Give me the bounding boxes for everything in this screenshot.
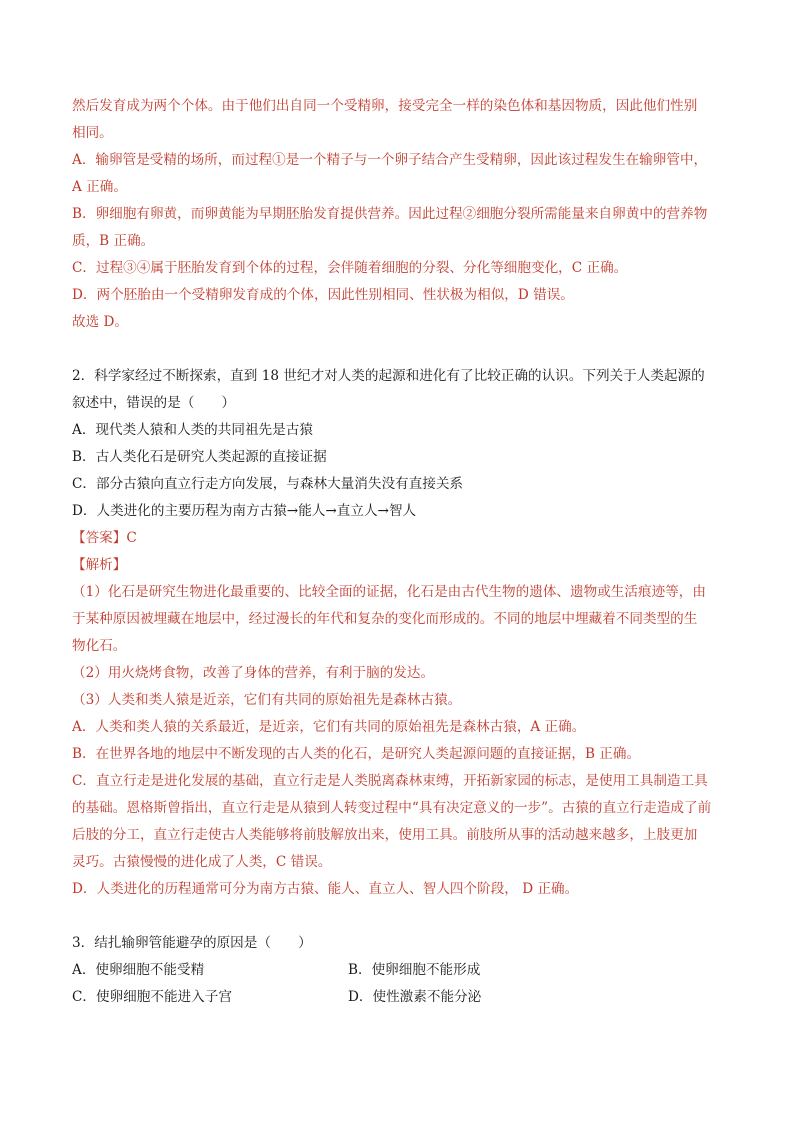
q3-option-b: B．使卵细胞不能形成 (348, 962, 481, 978)
q2-option-b: B．古人类化石是研究人类起源的直接证据 (72, 449, 327, 465)
q2-analysis-p1-line-3: 物化石。 (72, 638, 127, 654)
q2-explain-c-line-3: 后肢的分工，直立行走使古人类能够将前肢解放出来，使用工具。前肢所从事的活动越来越多，上肢更加 (72, 827, 698, 843)
q3-options-row-2 (72, 987, 732, 1007)
q2-option-d: D．人类进化的主要历程为南方古猿→能人→直立人→智人 (72, 503, 417, 519)
q1-explain-b-line-2: 质，B 正确。 (72, 233, 155, 249)
q2-stem-line-1: 2．科学家经过不断探索，直到 18 世纪才对人类的起源和进化有了比较正确的认识。下列关于人类起源的 (72, 368, 705, 384)
q1-intro-line-2: 相同。 (72, 125, 113, 141)
q2-analysis-p1-line-2: 于某种原因被埋藏在地层中，经过漫长的年代和复杂的变化而形成的。不同的地层中埋藏着不同类型的生 (72, 611, 698, 627)
q3-option-a: A．使卵细胞不能受精 (72, 962, 205, 978)
q2-analysis-p2: （2）用火烧烤食物，改善了身体的营养，有利于脑的发达。 (72, 665, 435, 681)
q2-explain-c-line-2: 的基础。恩格斯曾指出，直立行走是从猿到人转变过程中“具有决定意义的一步”。古猿的直立行走造成了前 (72, 800, 712, 816)
q1-intro-line-1: 然后发育成为两个个体。由于他们出自同一个受精卵，接受完全一样的染色体和基因物质，因此他们性别 (72, 98, 698, 114)
q2-explain-c-line-4: 灵巧。古猿慢慢的进化成了人类，C 错误。 (72, 854, 332, 870)
q2-explain-a: A．人类和类人猿的关系最近，是近亲，它们有共同的原始祖先是森林古猿，A 正确。 (72, 719, 586, 735)
q3-option-d: D．使性激素不能分泌 (348, 989, 482, 1005)
q2-explain-b: B．在世界各地的地层中不断发现的古人类的化石，是研究人类起源问题的直接证据，B 正确。 (72, 746, 641, 762)
q2-analysis-p1-line-1: （1）化石是研究生物进化最重要的、比较全面的证据，化石是由古代生物的遗体、遗物或生活痕迹等，由 (72, 584, 706, 600)
q1-explain-c: C．过程③④属于胚胎发育到个体的过程，会伴随着细胞的分裂、分化等细胞变化，C 正确。 (72, 260, 628, 276)
q2-option-c: C．部分古猿向直立行走方向发展，与森林大量消失没有直接关系 (72, 476, 464, 492)
q1-explain-b-line-1: B．卵细胞有卵黄，而卵黄能为早期胚胎发育提供营养。因此过程②细胞分裂所需能量来自卵黄中的营养物 (72, 206, 708, 222)
q2-analysis-p3: （3）人类和类人猿是近亲，它们有共同的原始祖先是森林古猿。 (72, 692, 462, 708)
q2-explain-d: D．人类进化的历程通常可分为南方古猿、能人、直立人、智人四个阶段， D 正确。 (72, 881, 579, 897)
q3-stem: 3．结扎输卵管能避孕的原因是（ ） (72, 935, 312, 951)
q2-explain-c-line-1: C．直立行走是进化发展的基础，直立行走是人类脱离森林束缚，开拓新家园的标志，是使用工具制造工具 (72, 773, 708, 789)
q3-options-row-1 (72, 960, 732, 980)
q1-conclusion: 故选 D。 (72, 314, 129, 330)
q2-analysis-label: 【解析】 (72, 557, 127, 573)
q1-explain-a-line-1: A．输卵管是受精的场所，而过程①是一个精子与一个卵子结合产生受精卵，因此该过程发生在输卵管中， (72, 152, 708, 168)
q2-option-a: A．现代类人猿和人类的共同祖先是古猿 (72, 422, 313, 438)
q2-answer: 【答案】C (72, 530, 137, 546)
q1-explain-a-line-2: A 正确。 (72, 179, 127, 195)
q1-explain-d: D．两个胚胎由一个受精卵发育成的个体，因此性别相同、性状极为相似，D 错误。 (72, 287, 574, 303)
q2-stem-line-2: 叙述中，错误的是（ ） (72, 395, 236, 411)
q3-option-c: C．使卵细胞不能进入子宫 (72, 989, 232, 1005)
